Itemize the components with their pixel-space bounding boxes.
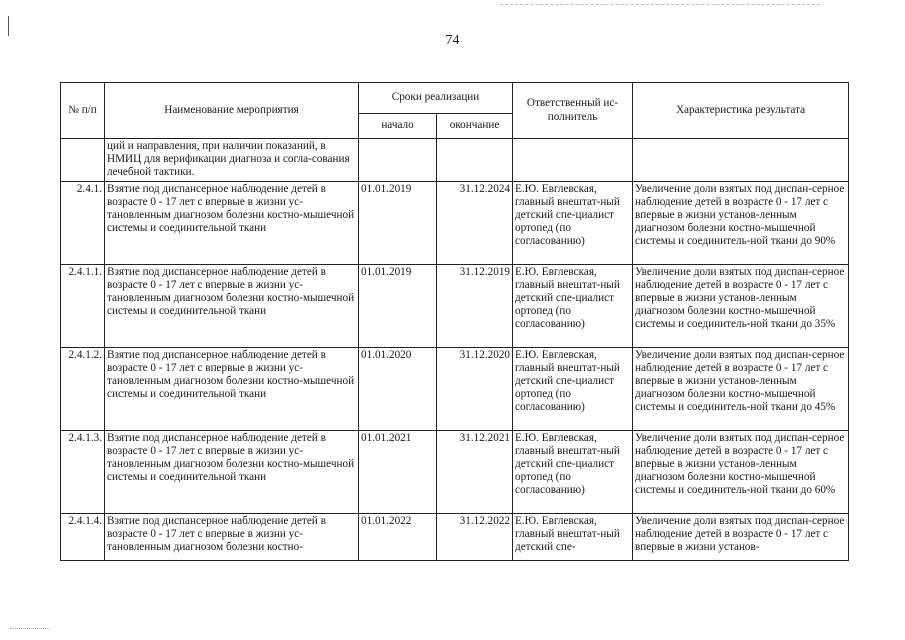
cell-name: Взятие под диспансерное наблюдение детей в возрасте 0 - 17 лет с впервые в жизни ус-тановленным диагнозом болезни костно- [105, 513, 359, 560]
cell-result: Увеличение доли взятых под диспан-серное наблюдение детей в возрасте 0 - 17 лет с впервые в жизни установ-ленным диагнозом болезни костно-мышечной системы и соединитель-ной ткани до 35% [633, 264, 849, 347]
header-start: начало [359, 114, 437, 139]
table-row [61, 513, 849, 560]
header-name: Наименование мероприятия [105, 83, 359, 139]
activity-table [60, 82, 849, 561]
cell-result [633, 139, 849, 182]
cell-result: Увеличение доли взятых под диспан-серное наблюдение детей в возрасте 0 - 17 лет с впервые в жизни установ-ленным диагнозом болезни костно-мышечной системы и соединитель-ной ткани до 60% [633, 430, 849, 513]
cell-num: 2.4.1.2. [61, 347, 105, 430]
cell-name: Взятие под диспансерное наблюдение детей в возрасте 0 - 17 лет с впервые в жизни ус-тановленным диагнозом болезни костно-мышечной системы и соединительной ткани [105, 430, 359, 513]
cell-num [61, 139, 105, 182]
header-result: Характеристика результата [633, 83, 849, 139]
cell-name: Взятие под диспансерное наблюдение детей в возрасте 0 - 17 лет с впервые в жизни ус-тановленным диагнозом болезни костно-мышечной системы и соединительной ткани [105, 264, 359, 347]
cell-start: 01.01.2022 [359, 513, 437, 560]
cell-end: 31.12.2024 [437, 181, 513, 264]
scan-bottom-artifact [10, 628, 50, 629]
table-row-continuation [61, 139, 849, 182]
cell-start [359, 139, 437, 182]
cell-responsible: Е.Ю. Евглевская, главный внештат-ный детский спе-циалист ортопед (по согласованию) [513, 347, 633, 430]
cell-end: 31.12.2021 [437, 430, 513, 513]
header-end: окончание [437, 114, 513, 139]
cell-responsible: Е.Ю. Евглевская, главный внештат-ный детский спе-циалист ортопед (по согласованию) [513, 264, 633, 347]
cell-responsible: Е.Ю. Евглевская, главный внештат-ный детский спе- [513, 513, 633, 560]
cell-num: 2.4.1.3. [61, 430, 105, 513]
table-row [61, 430, 849, 513]
cell-num: 2.4.1.4. [61, 513, 105, 560]
cell-responsible: Е.Ю. Евглевская, главный внештат-ный детский спе-циалист ортопед (по согласованию) [513, 181, 633, 264]
cell-name: Взятие под диспансерное наблюдение детей в возрасте 0 - 17 лет с впервые в жизни ус-тановленным диагнозом болезни костно-мышечной системы и соединительной ткани [105, 347, 359, 430]
cell-responsible [513, 139, 633, 182]
table-row [61, 347, 849, 430]
cell-result: Увеличение доли взятых под диспан-серное наблюдение детей в возрасте 0 - 17 лет с впервые в жизни установ-ленным диагнозом болезни костно-мышечной системы и соединитель-ной ткани до 45% [633, 347, 849, 430]
cell-start: 01.01.2019 [359, 264, 437, 347]
cell-result: Увеличение доли взятых под диспан-серное наблюдение детей в возрасте 0 - 17 лет с впервые в жизни установ- [633, 513, 849, 560]
cell-end: 31.12.2020 [437, 347, 513, 430]
cell-end [437, 139, 513, 182]
scan-top-artifact [500, 4, 820, 5]
page-number: 74 [445, 33, 460, 48]
cell-start: 01.01.2020 [359, 347, 437, 430]
header-row [61, 83, 849, 114]
cell-end: 31.12.2019 [437, 264, 513, 347]
cell-end: 31.12.2022 [437, 513, 513, 560]
cell-num: 2.4.1. [61, 181, 105, 264]
cell-start: 01.01.2021 [359, 430, 437, 513]
table-row [61, 264, 849, 347]
cell-responsible: Е.Ю. Евглевская, главный внештат-ный детский спе-циалист ортопед (по согласованию) [513, 430, 633, 513]
header-terms: Сроки реализации [359, 83, 513, 114]
table-row [61, 181, 849, 264]
cell-num: 2.4.1.1. [61, 264, 105, 347]
cell-name: Взятие под диспансерное наблюдение детей в возрасте 0 - 17 лет с впервые в жизни ус-тановленным диагнозом болезни костно-мышечной системы и соединительной ткани [105, 181, 359, 264]
cell-name: ций и направления, при наличии показаний, в НМИЦ для верификации диагноза и согла-сования лечебной тактики. [105, 139, 359, 182]
cell-result: Увеличение доли взятых под диспан-серное наблюдение детей в возрасте 0 - 17 лет с впервые в жизни установ-ленным диагнозом болезни костно-мышечной системы и соединитель-ной ткани до 90% [633, 181, 849, 264]
header-responsible: Ответственный ис-полнитель [513, 83, 633, 139]
cell-start: 01.01.2019 [359, 181, 437, 264]
header-num: № п/п [61, 83, 105, 139]
